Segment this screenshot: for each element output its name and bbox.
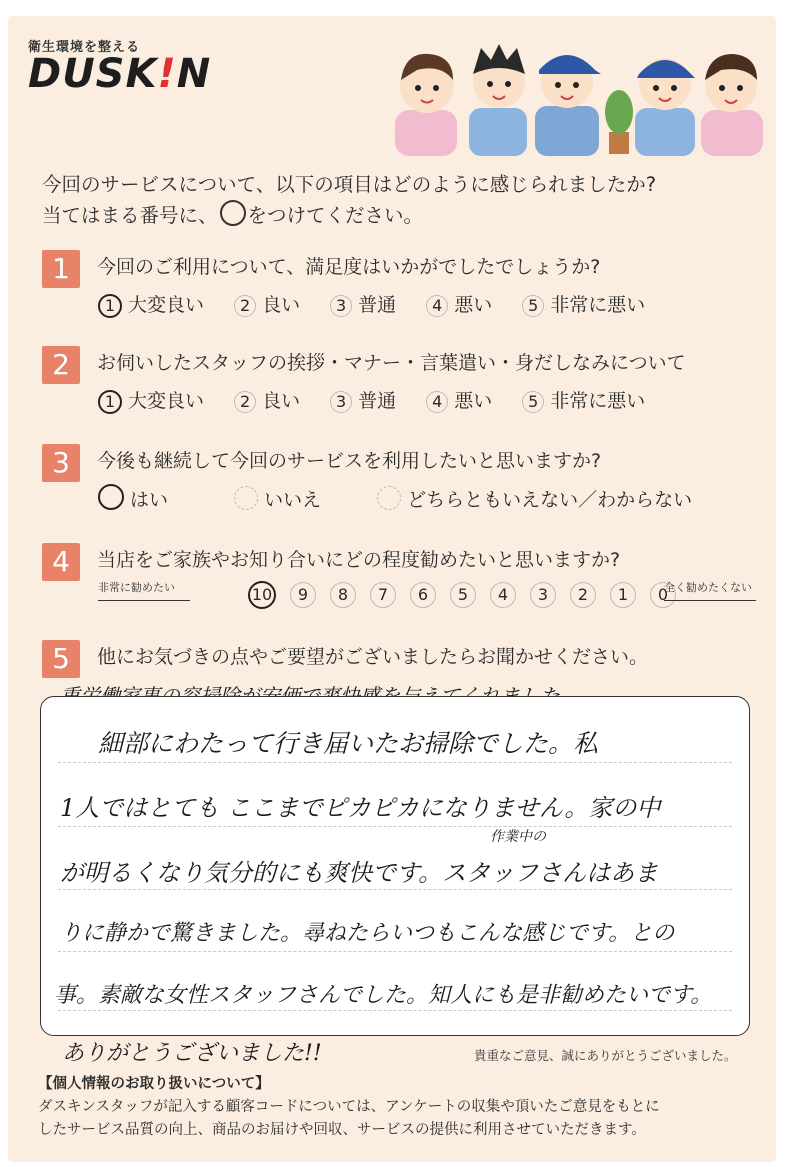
circle-mark-icon xyxy=(220,200,246,226)
scale-option-4[interactable]: 4 xyxy=(490,582,516,608)
privacy-title: 【個人情報のお取り扱いについて】 xyxy=(38,1076,270,1092)
character-woman-right-icon xyxy=(701,54,763,156)
privacy-notice xyxy=(38,1073,660,1142)
question-text: お伺いしたスタッフの挨拶・マナー・言葉遣い・身だしなみについて xyxy=(97,352,686,374)
handwritten-line-5: 事。素敵な女性スタッフさんでした。知人にも是非勧めたいです。 xyxy=(54,983,713,1008)
scale-option-1[interactable]: 1 xyxy=(610,582,636,608)
scale-numbers xyxy=(248,581,690,609)
handwritten-line-2: 1人ではとても ここまでピカピカになりません。家の中 xyxy=(60,794,661,822)
q1-options xyxy=(98,290,669,318)
question-number-badge: 3 xyxy=(42,444,80,482)
empty-circle-icon xyxy=(377,486,401,510)
character-man-tray-icon xyxy=(635,58,695,156)
scale-option-2[interactable]: 2 xyxy=(570,582,596,608)
handwritten-line-1: 細部にわたって行き届いたお掃除でした。私 xyxy=(98,729,599,758)
empty-circle-icon xyxy=(234,486,258,510)
duskin-logo xyxy=(28,36,211,97)
instruction-line-2: 当てはまる番号に、 をつけてください。 xyxy=(42,200,656,231)
question-text: 他にお気づきの点やご要望がございましたらお聞かせください。 xyxy=(97,646,649,668)
q3-option-no[interactable]: いいえ xyxy=(234,485,321,512)
ruled-line xyxy=(58,826,732,827)
selected-circle-icon xyxy=(98,484,124,510)
question-text: 今回のご利用について、満足度はいかがでしたでしょうか? xyxy=(97,256,601,278)
staff-characters-illustration xyxy=(383,40,775,158)
q2-option-4[interactable]: 4 悪い xyxy=(426,386,492,413)
scale-right-label: 全く勧めたくない xyxy=(664,581,752,594)
q2-option-3[interactable]: 3 普通 xyxy=(330,386,396,413)
privacy-line-1: ダスキンスタッフが記入する顧客コードについては、アンケートの収集や頂いたご意見をもとに xyxy=(38,1099,660,1115)
q2-options xyxy=(98,386,669,414)
scale-option-9[interactable]: 9 xyxy=(290,582,316,608)
q1-option-4[interactable]: 4 悪い xyxy=(426,290,492,317)
logo-wordmark: DUSK!N xyxy=(28,51,212,97)
scale-option-3[interactable]: 3 xyxy=(530,582,556,608)
question-number-badge: 1 xyxy=(42,250,80,288)
q3-option-yes[interactable]: はい xyxy=(98,484,168,512)
ruled-line xyxy=(58,762,732,763)
question-number-badge: 4 xyxy=(42,543,80,581)
q1-option-1[interactable]: 1 大変良い xyxy=(98,290,204,318)
right-arrow-icon xyxy=(664,600,756,601)
character-man-blue-icon xyxy=(469,44,527,156)
question-text: 今後も継続して今回のサービスを利用したいと思いますか? xyxy=(97,450,602,472)
question-number-badge: 2 xyxy=(42,346,80,384)
question-text: 当店をご家族やお知り合いにどの程度勧めたいと思いますか? xyxy=(97,549,621,571)
scale-left-label: 非常に勧めたい xyxy=(98,581,175,594)
scale-option-6[interactable]: 6 xyxy=(410,582,436,608)
scale-option-7[interactable]: 7 xyxy=(370,582,396,608)
handwritten-insert: 作業中の xyxy=(490,829,546,845)
q1-option-5[interactable]: 5 非常に悪い xyxy=(522,290,645,317)
character-man-cap-icon xyxy=(535,55,601,156)
q3-option-unsure[interactable]: どちらともいえない／わからない xyxy=(377,485,692,512)
scale-option-5[interactable]: 5 xyxy=(450,582,476,608)
handwritten-line-3: が明るくなり気分的にも爽快です。スタッフさんはあま xyxy=(60,859,659,887)
left-arrow-icon xyxy=(98,600,190,601)
scale-option-0[interactable]: 0 xyxy=(650,582,676,608)
ruled-line xyxy=(58,889,732,890)
ruled-line xyxy=(58,1010,732,1011)
plant-icon xyxy=(605,90,633,154)
logo-tagline: 衛生環境を整える xyxy=(28,40,141,55)
q2-option-5[interactable]: 5 非常に悪い xyxy=(522,386,645,413)
privacy-line-2: したサービス品質の向上、商品のお届けや回収、サービスの提供に利用させていただきます。 xyxy=(38,1122,646,1138)
q1-option-3[interactable]: 3 普通 xyxy=(330,290,396,317)
recommend-scale xyxy=(98,579,758,609)
scale-option-8[interactable]: 8 xyxy=(330,582,356,608)
ruled-line xyxy=(58,951,732,952)
q2-option-1[interactable]: 1 大変良い xyxy=(98,386,204,414)
handwritten-line-4: りに静かで驚きました。尋ねたらいつもこんな感じです。との xyxy=(60,921,675,946)
q1-option-2[interactable]: 2 良い xyxy=(234,290,300,317)
survey-instructions xyxy=(42,170,656,231)
question-number-badge: 5 xyxy=(42,640,80,678)
instruction-line-1: 今回のサービスについて、以下の項目はどのように感じられましたか? xyxy=(42,173,657,196)
handwritten-line-6: ありがとうございました!! xyxy=(62,1041,322,1066)
q3-options xyxy=(98,484,716,512)
thanks-note: 貴重なご意見、誠にありがとうございました。 xyxy=(474,1048,737,1063)
character-woman-left-icon xyxy=(395,54,457,156)
q2-option-2[interactable]: 2 良い xyxy=(234,386,300,413)
scale-option-10[interactable]: 10 xyxy=(248,581,276,609)
